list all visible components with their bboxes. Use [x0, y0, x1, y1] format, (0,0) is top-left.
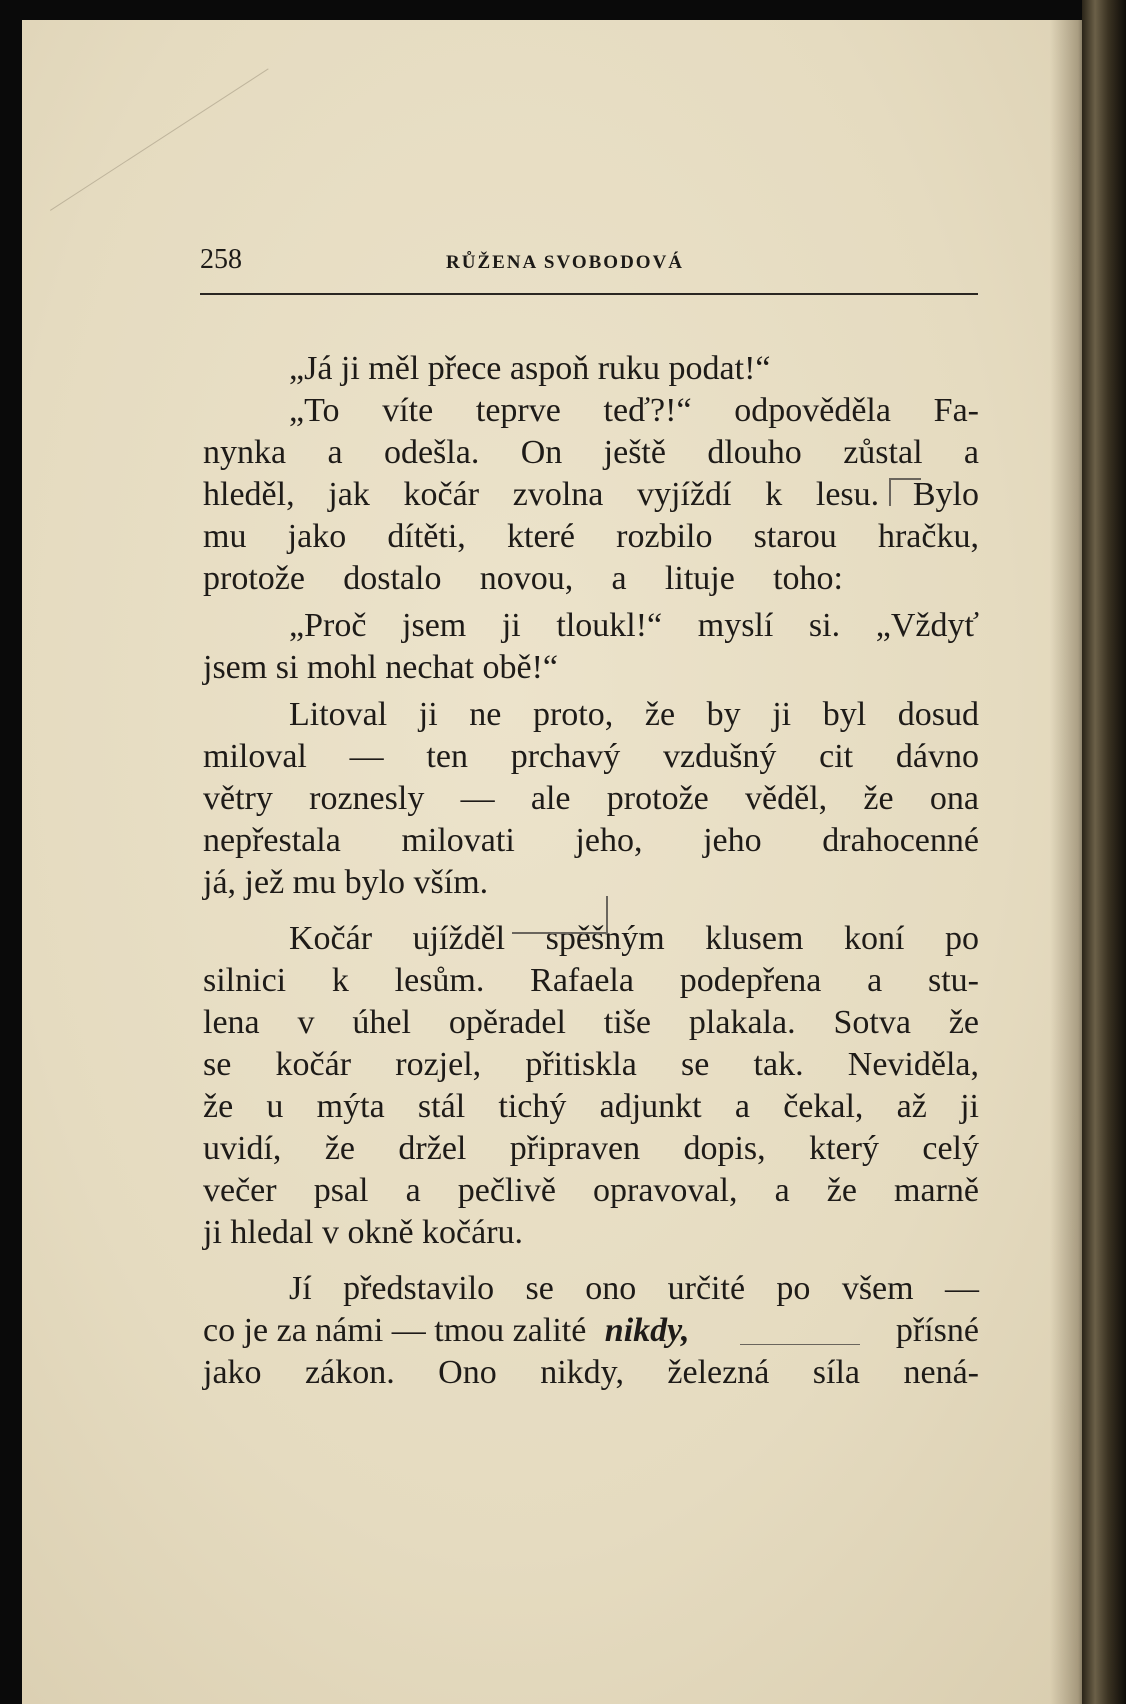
text-line: miloval — ten prchavý vzdušný cit dávno: [203, 738, 979, 775]
text-line: Litoval ji ne proto, že by ji byl dosud: [289, 696, 979, 733]
text-line: nepřestala milovati jeho, jeho drahocenné: [203, 822, 979, 859]
text-line: lena v úhel opěradel tiše plakala. Sotva že: [203, 1004, 979, 1041]
text-line: protože dostalo novou, a lituje toho:: [203, 560, 843, 597]
text-line: „Já ji měl přece aspoň ruku podat!“: [289, 350, 771, 387]
text-fragment: přísné: [895, 1312, 979, 1349]
text-line-with-emphasis: [203, 1310, 979, 1352]
text-line: „Proč jsem ji tloukl!“ myslí si. „Vždyť: [289, 607, 979, 644]
text-line: večer psal a pečlivě opravoval, a že marně: [203, 1172, 979, 1209]
text-line: nynka a odešla. On ještě dlouho zůstal a: [203, 434, 979, 471]
header-rule: [200, 293, 978, 295]
text-line: já, jež mu bylo vším.: [203, 864, 489, 901]
pencil-bracket-mark: [889, 478, 921, 506]
text-line: Jí představilo se ono určité po všem —: [289, 1270, 979, 1307]
text-line: silnici k lesům. Rafaela podepřena a stu-: [203, 962, 979, 999]
text-line: větry roznesly — ale protože věděl, že ona: [203, 780, 979, 817]
page-number: 258: [200, 244, 242, 275]
text-line: jsem si mohl nechat obě!“: [203, 649, 559, 686]
running-head: RŮŽENA SVOBODOVÁ: [446, 252, 685, 273]
text-line: ji hledal v okně kočáru.: [203, 1214, 524, 1251]
pencil-underline-mark: [740, 1344, 860, 1347]
text-line: že u mýta stál tichý adjunkt a čekal, až ji: [203, 1088, 979, 1125]
page-header: [200, 244, 978, 284]
text-line: Kočár ujížděl spěšným klusem koní po: [289, 920, 979, 957]
text-line: „To víte teprve teď?!“ odpověděla Fa-: [289, 392, 979, 429]
text-line: se kočár rozjel, přitiskla se tak. Neviděla,: [203, 1046, 979, 1083]
text-line: hleděl, jak kočár zvolna vyjíždí k lesu. Bylo: [203, 476, 979, 513]
text-line: jako zákon. Ono nikdy, železná síla nená-: [203, 1354, 979, 1391]
page-edge: [1082, 0, 1126, 1704]
pencil-bracket-mark: [512, 896, 608, 934]
text-line: uvidí, že držel připraven dopis, který celý: [203, 1130, 979, 1167]
text-fragment: co je za námi — tmou zalité: [203, 1312, 587, 1349]
text-line: mu jako dítěti, které rozbilo starou hračku,: [203, 518, 979, 555]
emphasis-nikdy: nikdy,: [604, 1312, 690, 1349]
